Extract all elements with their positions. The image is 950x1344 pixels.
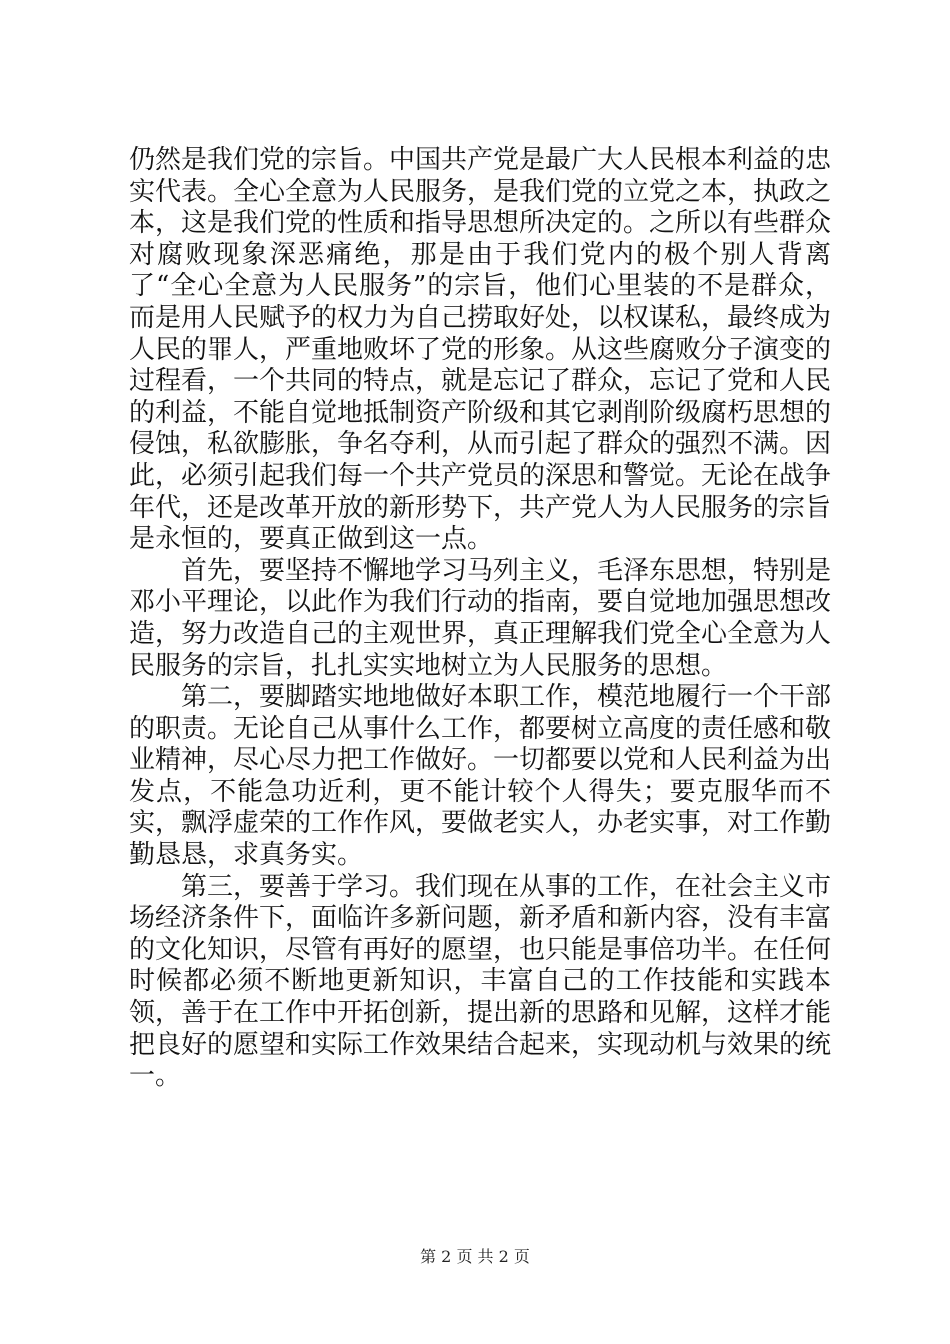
paragraph-second-point: 第二，要脚踏实地地做好本职工作，模范地履行一个干部的职责。无论自己从事什么工作，都要树立高度的责任感和敬业精神，尽心尽力把工作做好。一切都要以党和人民利益为出发点，不能急功近利，更不能计较个人得失；要克服华而不实，飘浮虚荣的工作作风，要做老实人，办老实事，对工作勤勤恳恳，求真务实。 (129, 682, 832, 871)
paragraph-continuation: 仍然是我们党的宗旨。中国共产党是最广大人民根本利益的忠实代表。全心全意为人民服务，是我们党的立党之本，执政之本，这是我们党的性质和指导思想所决定的。之所以有些群众对腐败现象深恶痛绝，那是由于我们党内的极个别人背离了“全心全意为人民服务”的宗旨，他们心里装的不是群众，而是用人民赋予的权力为自己捞取好处，以权谋私，最终成为人民的罪人，严重地败坏了党的形象。从这些腐败分子演变的过程看，一个共同的特点，就是忘记了群众，忘记了党和人民的利益，不能自觉地抵制资产阶级和其它剥削阶级腐朽思想的侵蚀，私欲膨胀，争名夺利，从而引起了群众的强烈不满。因此，必须引起我们每一个共产党员的深思和警觉。无论在战争年代，还是改革开放的新形势下，共产党人为人民服务的宗旨是永恒的，要真正做到这一点。 (129, 145, 832, 555)
paragraph-third-point: 第三，要善于学习。我们现在从事的工作，在社会主义市场经济条件下，面临许多新问题，新矛盾和新内容，没有丰富的文化知识，尽管有再好的愿望，也只能是事倍功半。在任何时候都必须不断地更新知识，丰富自己的工作技能和实践本领，善于在工作中开拓创新，提出新的思路和见解，这样才能把良好的愿望和实际工作效果结合起来，实现动机与效果的统一。 (129, 871, 832, 1092)
document-body (129, 145, 831, 1093)
page-number-footer: 第 2 页 共 2 页 (420, 1247, 530, 1266)
paragraph-first-point: 首先，要坚持不懈地学习马列主义，毛泽东思想，特别是邓小平理论，以此作为我们行动的指南，要自觉地加强思想改造，努力改造自己的主观世界，真正理解我们党全心全意为人民服务的宗旨，扎扎实实地树立为人民服务的思想。 (129, 555, 832, 681)
